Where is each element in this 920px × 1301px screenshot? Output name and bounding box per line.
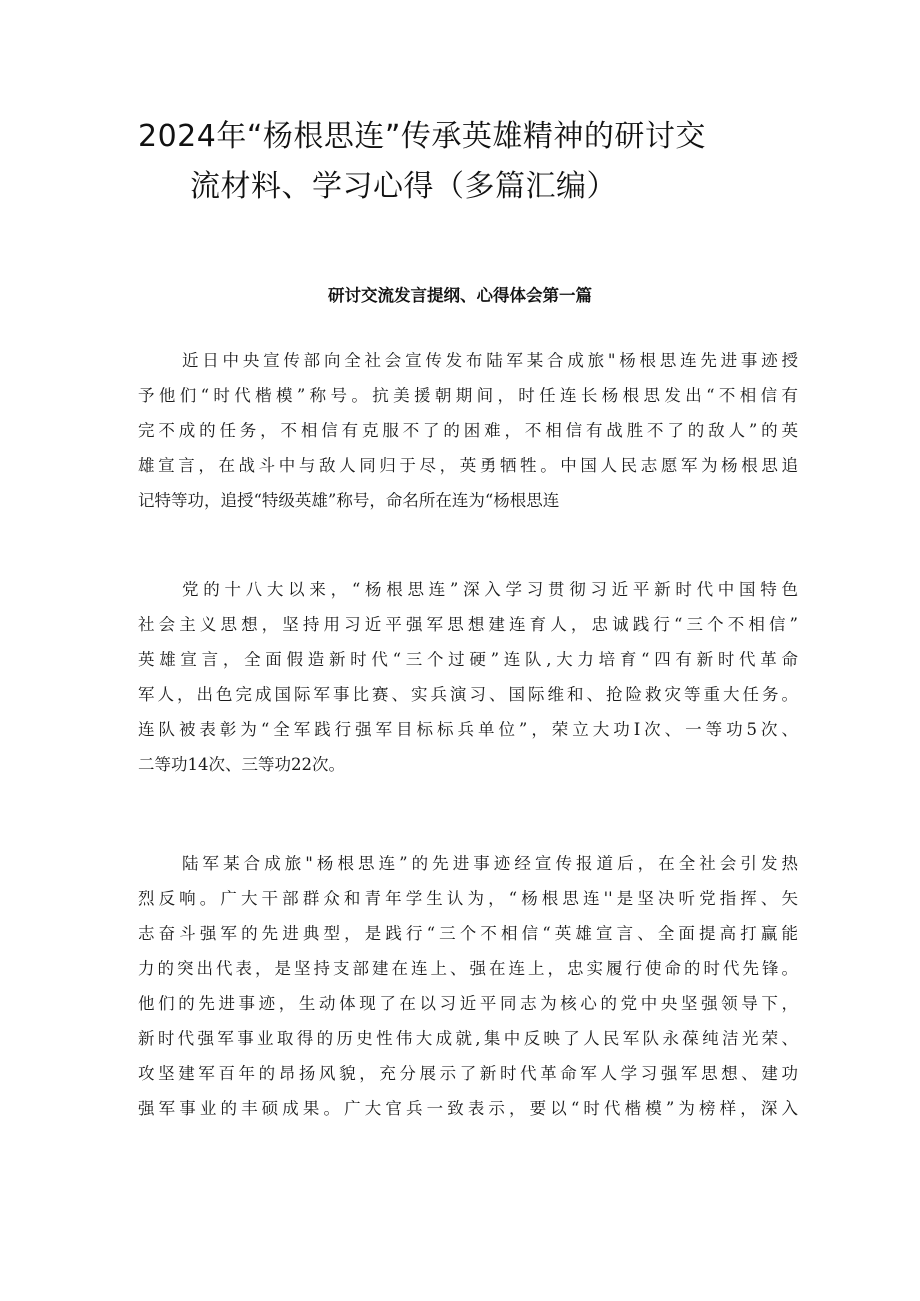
paragraph-line: 记特等功，追授“特级英雄”称号，命名所在连为“杨根思连 bbox=[138, 491, 560, 510]
paragraph-line: 连队被表彰为“全军践行强军目标标兵单位”，荣立大功I次、一等功5次、 bbox=[138, 720, 798, 739]
paragraph-line: 二等功14次、三等功22次。 bbox=[138, 755, 345, 774]
paragraph-line: 他们的先进事迹，生动体现了在以习近平同志为核心的党中央坚强领导下， bbox=[138, 994, 798, 1013]
paragraph-line: 陆军某合成旅"杨根思连”的先进事迹经宣传报道后，在全社会引发热 bbox=[182, 854, 798, 873]
section-heading: 研讨交流发言提纲、心得体会第一篇 bbox=[328, 286, 592, 305]
paragraph-line: 完不成的任务，不相信有克服不了的困难，不相信有战胜不了的敌人”的英 bbox=[138, 421, 798, 440]
paragraph-line: 烈反响。广大干部群众和青年学生认为，“杨根思连''是坚决听党指挥、矢 bbox=[138, 889, 798, 908]
paragraph-line: 新时代强军事业取得的历史性伟大成就,集中反映了人民军队永葆纯洁光荣、 bbox=[138, 1029, 798, 1048]
paragraph-line: 强军事业的丰硕成果。广大官兵一致表示，要以“时代楷模”为榜样，深入 bbox=[138, 1099, 798, 1118]
title-line: 流材料、学习心得（多篇汇编） bbox=[190, 169, 617, 204]
paragraph-line: 力的突出代表，是坚持支部建在连上、强在连上，忠实履行使命的时代先锋。 bbox=[138, 959, 798, 978]
paragraph bbox=[138, 846, 798, 1126]
paragraph-line: 党的十八大以来，“杨根思连”深入学习贯彻习近平新时代中国特色 bbox=[182, 580, 798, 599]
title-line: 2024年“杨根思连”传承英雄精神的研讨交 bbox=[138, 119, 706, 154]
paragraph-line: 军人，出色完成国际军事比赛、实兵演习、国际维和、抢险救灾等重大任务。 bbox=[138, 685, 798, 704]
paragraph-line: 近日中央宣传部向全社会宣传发布陆军某合成旅"杨根思连先进事迹授 bbox=[182, 351, 798, 370]
paragraph-line: 攻坚建军百年的昂扬风貌，充分展示了新时代革命军人学习强军思想、建功 bbox=[138, 1064, 798, 1083]
paragraph-line: 志奋斗强军的先进典型，是践行“三个不相信“英雄宣言、全面提高打赢能 bbox=[138, 924, 798, 943]
paragraph bbox=[138, 343, 798, 518]
paragraph-line: 社会主义思想，坚持用习近平强军思想建连育人，忠诚践行“三个不相信” bbox=[138, 615, 798, 634]
paragraph-line: 英雄宣言，全面假造新时代“三个过硬”连队,大力培育“四有新时代革命 bbox=[138, 650, 798, 669]
paragraph-line: 雄宣言，在战斗中与敌人同归于尽，英勇牺牲。中国人民志愿军为杨根思追 bbox=[138, 456, 798, 475]
document-title bbox=[138, 112, 798, 212]
paragraph-line: 予他们“时代楷模”称号。抗美援朝期间，时任连长杨根思发出“不相信有 bbox=[138, 386, 798, 405]
paragraph bbox=[138, 572, 798, 782]
